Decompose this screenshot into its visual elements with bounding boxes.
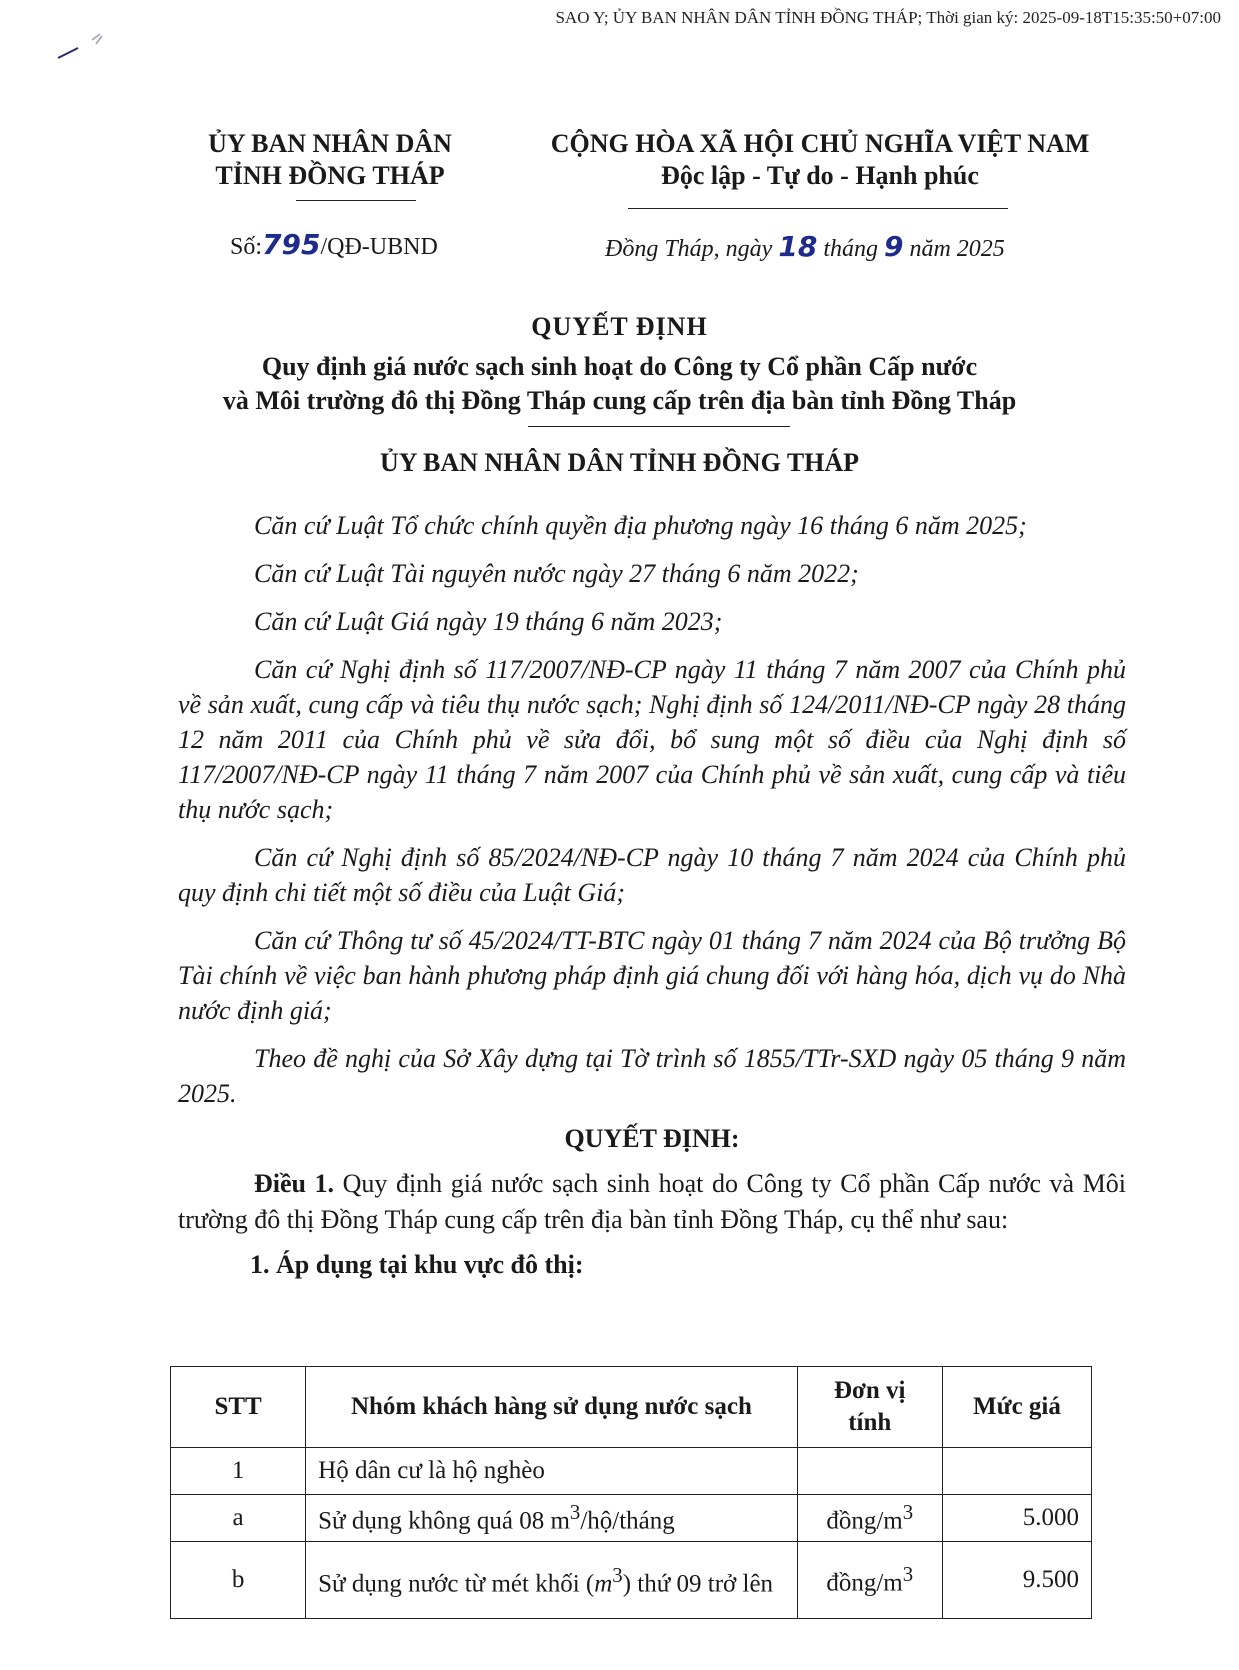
authority-line-1: ỦY BAN NHÂN DÂN — [208, 129, 452, 158]
group-superscript: 3 — [569, 1500, 581, 1525]
subtitle-underline — [528, 426, 790, 427]
subtitle-line-1: Quy định giá nước sạch sinh hoạt do Công ty Cổ phần Cấp nước — [261, 352, 978, 381]
handwritten-day: 18 — [778, 230, 818, 263]
group-text-end: /hộ/tháng — [580, 1507, 675, 1535]
pen-scribble-mark — [56, 32, 116, 62]
table-row — [171, 1448, 1092, 1495]
handwritten-number: 795 — [262, 228, 321, 261]
motto-underline — [628, 208, 1008, 209]
basis-paragraph: Căn cứ Luật Tổ chức chính quyền địa phương ngày 16 tháng 6 năm 2025; — [254, 511, 1027, 540]
title-block — [0, 312, 1239, 478]
handwritten-month: 9 — [883, 230, 904, 263]
document-number — [230, 228, 438, 261]
basis-paragraph: Căn cứ Thông tư số 45/2024/TT-BTC ngày 01 tháng 7 năm 2024 của Bộ trưởng Bộ Tài chính về việc ban hành phương pháp định giá chung đối với hàng hóa, dịch vụ do Nhà nước định giá; — [178, 926, 1126, 1025]
article-1 — [178, 1166, 1126, 1238]
cell-stt: b — [171, 1542, 306, 1619]
document-title: QUYẾT ĐỊNH — [531, 312, 708, 341]
basis-paragraph: Căn cứ Nghị định số 117/2007/NĐ-CP ngày 11 tháng 7 năm 2007 của Chính phủ về sản xuất, cung cấp và tiêu thụ nước sạch; Nghị định số 124/2011/NĐ-CP ngày 28 tháng 12 năm 2011 của Chính phủ về sửa đổi, bổ sung một số điều của Nghị định số 117/2007/NĐ-CP ngày 11 tháng 7 năm 2007 của Chính phủ về sản xuất, cung cấp và tiêu thụ nước sạch; — [178, 655, 1126, 824]
basis-paragraph: Theo đề nghị của Sở Xây dựng tại Tờ trình số 1855/TTr-SXD ngày 05 tháng 9 năm 2025. — [178, 1044, 1126, 1108]
issuing-authority — [180, 128, 480, 192]
issuer-heading: ỦY BAN NHÂN DÂN TỈNH ĐỒNG THÁP — [379, 448, 860, 477]
section-1-heading: 1. Áp dụng tại khu vực đô thị: — [250, 1250, 584, 1279]
table-row — [171, 1542, 1092, 1619]
group-italic: m — [594, 1570, 613, 1598]
date-month-label: tháng — [823, 236, 878, 262]
unit-text: đồng/m — [826, 1569, 903, 1597]
cell-stt: a — [171, 1495, 306, 1542]
header-stt: STT — [171, 1367, 306, 1448]
motto-line: Độc lập - Tự do - Hạnh phúc — [661, 161, 979, 190]
document-date — [605, 230, 1005, 263]
article-1-label: Điều 1. — [254, 1169, 335, 1198]
authority-underline — [296, 200, 416, 201]
group-text: Sử dụng không quá 08 m — [318, 1507, 570, 1535]
cell-group — [306, 1542, 798, 1619]
cell-group: Hộ dân cư là hộ nghèo — [306, 1448, 798, 1495]
article-1-text: Quy định giá nước sạch sinh hoạt do Công ty Cổ phần Cấp nước và Môi trường đô thị Đồng Tháp cung cấp trên địa bàn tỉnh Đồng Tháp, cụ thể như sau: — [178, 1169, 1126, 1234]
legal-basis — [178, 508, 1126, 1111]
cell-unit — [797, 1542, 942, 1619]
cell-unit — [797, 1448, 942, 1495]
table-row — [171, 1495, 1092, 1542]
cell-stt: 1 — [171, 1448, 306, 1495]
date-prefix: Đồng Tháp, ngày — [605, 236, 773, 262]
header-price: Mức giá — [942, 1367, 1091, 1448]
cell-price: 9.500 — [942, 1542, 1091, 1619]
group-text: Sử dụng nước từ mét khối ( — [318, 1570, 595, 1598]
header-unit: Đơn vị tính — [797, 1367, 942, 1448]
unit-superscript: 3 — [902, 1562, 914, 1587]
unit-text: đồng/m — [826, 1507, 903, 1535]
decision-heading: QUYẾT ĐỊNH: — [564, 1124, 740, 1153]
header-customer-group: Nhóm khách hàng sử dụng nước sạch — [306, 1367, 798, 1448]
document-subtitle — [0, 350, 1239, 418]
basis-paragraph: Căn cứ Luật Giá ngày 19 tháng 6 năm 2023; — [254, 607, 723, 636]
group-text-end: ) thứ 09 trở lên — [622, 1570, 774, 1598]
table-header-row — [171, 1367, 1092, 1448]
price-table — [170, 1366, 1092, 1619]
digital-signature-stamp: SAO Y; ỦY BAN NHÂN DÂN TỈNH ĐỒNG THÁP; Thời gian ký: 2025-09-18T15:35:50+07:00 — [555, 8, 1221, 27]
group-superscript: 3 — [612, 1563, 623, 1588]
document-header — [0, 128, 1239, 278]
national-motto — [520, 128, 1120, 192]
unit-superscript: 3 — [902, 1500, 914, 1525]
country-name: CỘNG HÒA XÃ HỘI CHỦ NGHĨA VIỆT NAM — [550, 129, 1090, 158]
cell-unit — [797, 1495, 942, 1542]
cell-group — [306, 1495, 798, 1542]
number-prefix: Số: — [230, 234, 263, 260]
number-suffix: /QĐ-UBND — [320, 234, 438, 260]
document-body — [178, 508, 1126, 1288]
cell-price — [942, 1448, 1091, 1495]
basis-paragraph: Căn cứ Nghị định số 85/2024/NĐ-CP ngày 10 tháng 7 năm 2024 của Chính phủ quy định chi tiết một số điều của Luật Giá; — [178, 843, 1126, 907]
subtitle-line-2: và Môi trường đô thị Đồng Tháp cung cấp trên địa bàn tỉnh Đồng Tháp — [222, 386, 1017, 415]
authority-line-2: TỈNH ĐỒNG THÁP — [215, 161, 445, 190]
date-year: năm 2025 — [909, 236, 1005, 262]
cell-price: 5.000 — [942, 1495, 1091, 1542]
basis-paragraph: Căn cứ Luật Tài nguyên nước ngày 27 tháng 6 năm 2022; — [254, 559, 859, 588]
